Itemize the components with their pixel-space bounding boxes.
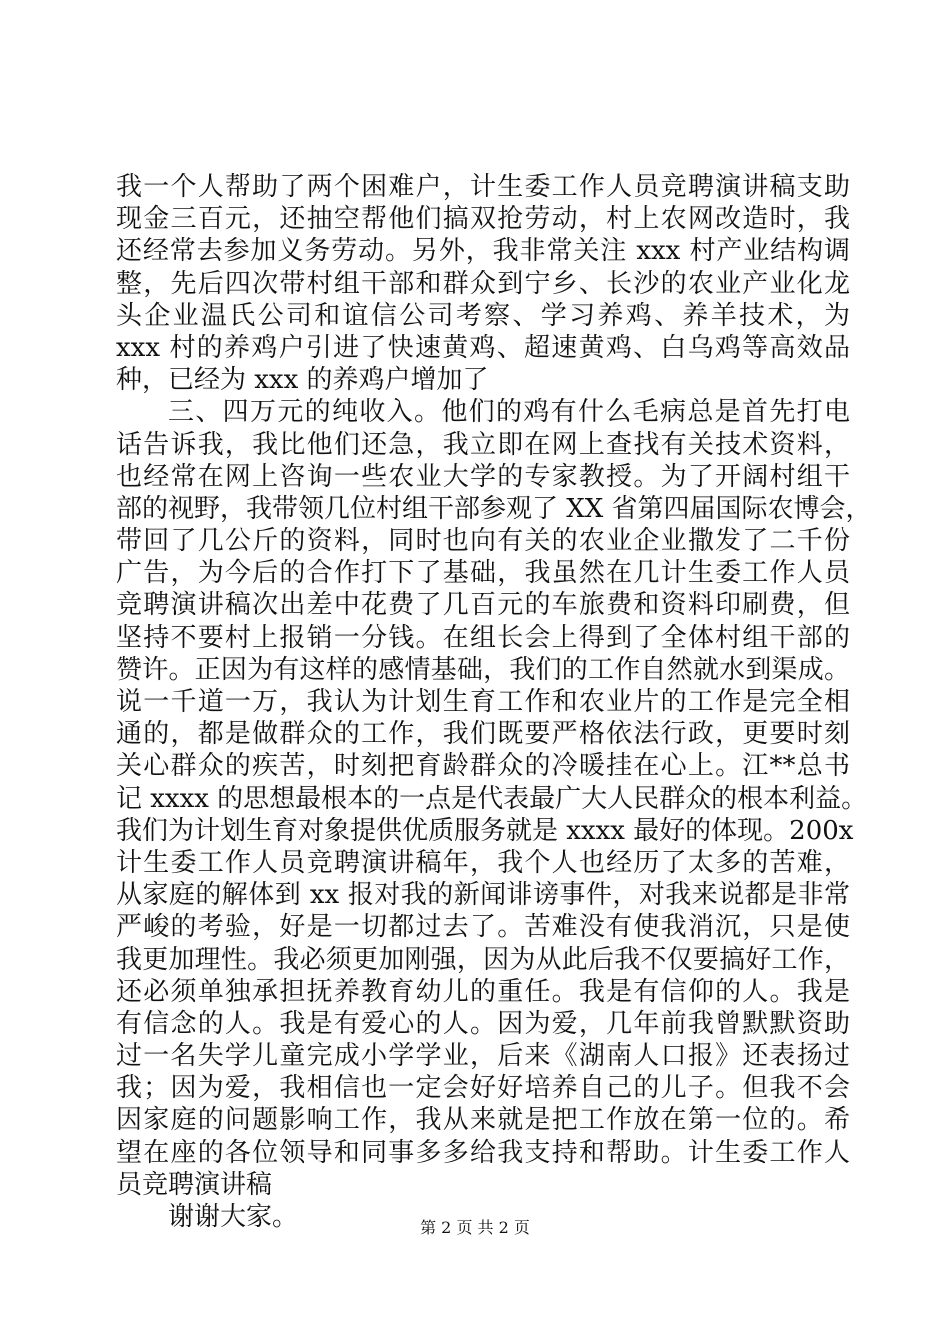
text-line: 因家庭的问题影响工作，我从来就是把工作放在第一位的。希 xyxy=(116,1105,850,1136)
text-line: 我一个人帮助了两个困难户，计生委工作人员竞聘演讲稿支助 xyxy=(116,172,850,202)
text-line: 种，已经为 xxx 的养鸡户增加了 xyxy=(116,365,489,396)
text-line: 话告诉我，我比他们还急，我立即在网上查找有关技术资料， xyxy=(116,429,850,460)
text-line: 有信念的人。我是有爱心的人。因为爱，几年前我曾默默资助 xyxy=(116,1008,850,1039)
paragraph xyxy=(116,171,850,396)
text-line: 现金三百元，还抽空帮他们搞双抢劳动，村上农网改造时，我 xyxy=(116,204,850,235)
text-line: 从家庭的解体到 xx 报对我的新闻诽谤事件，对我来说都是非常 xyxy=(116,880,850,911)
document-body xyxy=(116,171,872,1233)
text-line: 带回了几公斤的资料，同时也向有关的农业企业撒发了二千份 xyxy=(116,526,850,557)
text-line: 还必须单独承担抚养教育幼儿的重任。我是有信仰的人。我是 xyxy=(116,976,850,1007)
text-line: 望在座的各位领导和同事多多给我支持和帮助。计生委工作人 xyxy=(116,1137,850,1168)
text-line: 通的，都是做群众的工作，我们既要严格依法行政，更要时刻 xyxy=(116,719,850,750)
text-line: 严峻的考验，好是一切都过去了。苦难没有使我消沉，只是使 xyxy=(116,912,850,943)
text-line: 竞聘演讲稿次出差中花费了几百元的车旅费和资料印刷费，但 xyxy=(116,590,850,621)
text-line: 谢谢大家。 xyxy=(168,1202,299,1232)
text-line: 员竞聘演讲稿 xyxy=(116,1169,273,1200)
text-line: 过一名失学儿童完成小学学业，后来《湖南人口报》还表扬过 xyxy=(116,1041,850,1072)
page-footer: 第 2 页 共 2 页 xyxy=(420,1218,530,1237)
text-line: 广告，为今后的合作打下了基础，我虽然在几计生委工作人员 xyxy=(116,558,850,589)
text-line: 赞许。正因为有这样的感情基础，我们的工作自然就水到渠成。 xyxy=(116,654,850,685)
text-line: 我们为计划生育对象提供优质服务就是 xxxx 最好的体现。200x xyxy=(116,815,854,846)
text-line: 三、四万元的纯收入。他们的鸡有什么毛病总是首先打电 xyxy=(168,397,850,428)
text-line: 坚持不要村上报销一分钱。在组长会上得到了全体村组干部的 xyxy=(116,622,850,653)
text-line: 记 xxxx 的思想最根本的一点是代表最广大人民群众的根本利益。 xyxy=(116,783,868,814)
text-line: 头企业温氏公司和谊信公司考察、学习养鸡、养羊技术，为 xyxy=(116,300,850,331)
text-line: 也经常在网上咨询一些农业大学的专家教授。为了开阔村组干 xyxy=(116,461,850,492)
text-line: 说一千道一万，我认为计划生育工作和农业片的工作是完全相 xyxy=(116,687,850,717)
text-line: 整，先后四次带村组干部和群众到宁乡、长沙的农业产业化龙 xyxy=(116,268,850,299)
text-line: xxx 村的养鸡户引进了快速黄鸡、超速黄鸡、白乌鸡等高效品 xyxy=(116,332,850,363)
text-line: 关心群众的疾苦，时刻把育龄群众的冷暖挂在心上。江**总书 xyxy=(116,751,850,782)
text-line: 部的视野，我带领几位村组干部参观了 XX 省第四届国际农博会， xyxy=(116,493,872,524)
paragraph xyxy=(116,396,872,1201)
text-line: 计生委工作人员竞聘演讲稿年，我个人也经历了太多的苦难， xyxy=(116,847,850,878)
text-line: 我；因为爱，我相信也一定会好好培养自己的儿子。但我不会 xyxy=(116,1073,850,1104)
text-line: 还经常去参加义务劳动。另外，我非常关注 xxx 村产业结构调 xyxy=(116,236,850,267)
text-line: 我更加理性。我必须更加刚强，因为从此后我不仅要搞好工作， xyxy=(116,944,850,975)
